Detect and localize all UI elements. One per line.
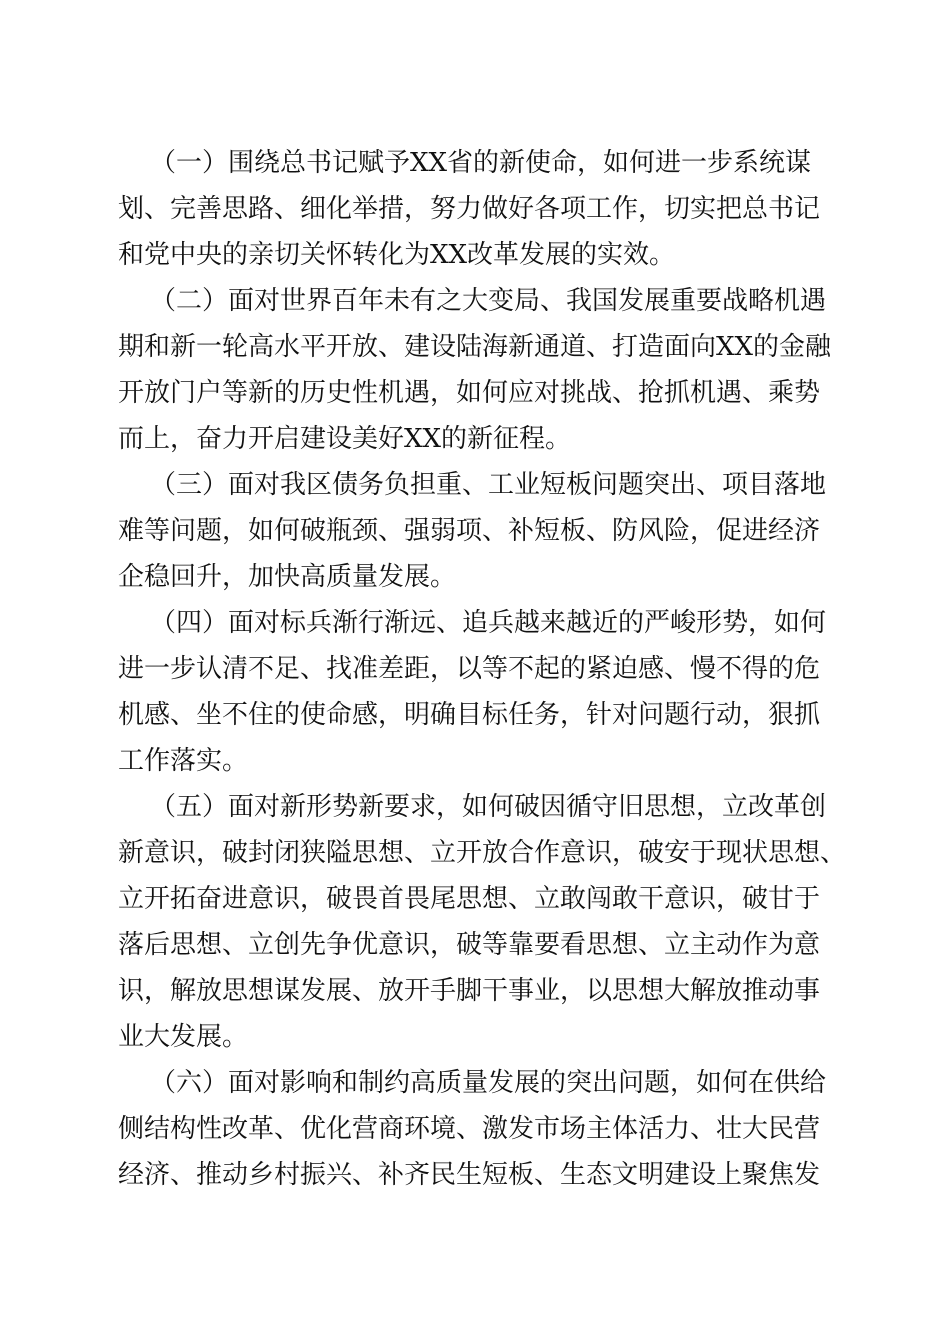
paragraph-3-line-1: （三）面对我区债务负担重、工业短板问题突出、项目落地 — [150, 470, 827, 500]
paragraph-1-line-3: 和党中央的亲切关怀转化为XX改革发展的实效。 — [118, 240, 676, 270]
paragraph-2-line-1: （二）面对世界百年未有之大变局、我国发展重要战略机遇 — [150, 286, 827, 316]
paragraph-6-line-3: 经济、推动乡村振兴、补齐民生短板、生态文明建设上聚焦发 — [118, 1160, 821, 1190]
paragraph-2-line-2: 期和新一轮高水平开放、建设陆海新通道、打造面向XX的金融 — [118, 332, 832, 362]
paragraph-2-line-4: 而上，奋力开启建设美好XX的新征程。 — [118, 424, 572, 454]
paragraph-4-line-2: 进一步认清不足、找准差距，以等不起的紧迫感、慢不得的危 — [118, 654, 821, 684]
paragraph-5-line-5: 识，解放思想谋发展、放开手脚干事业，以思想大解放推动事 — [118, 976, 821, 1006]
paragraph-3-line-3: 企稳回升，加快高质量发展。 — [118, 562, 457, 592]
paragraph-4-line-1: （四）面对标兵渐行渐远、追兵越来越近的严峻形势，如何 — [150, 608, 827, 638]
paragraph-6-line-2: 侧结构性改革、优化营商环境、激发市场主体活力、壮大民营 — [118, 1114, 821, 1144]
paragraph-5-line-1: （五）面对新形势新要求，如何破因循守旧思想，立改革创 — [150, 792, 827, 822]
paragraph-6-line-1: （六）面对影响和制约高质量发展的突出问题，如何在供给 — [150, 1068, 827, 1098]
paragraph-5-line-2: 新意识，破封闭狭隘思想、立开放合作意识，破安于现状思想、 — [118, 838, 847, 868]
paragraph-1-line-1: （一）围绕总书记赋予XX省的新使命，如何进一步系统谋 — [150, 148, 812, 178]
paragraph-3-line-2: 难等问题，如何破瓶颈、强弱项、补短板、防风险，促进经济 — [118, 516, 821, 546]
paragraph-4-line-3: 机感、坐不住的使命感，明确目标任务，针对问题行动，狠抓 — [118, 700, 821, 730]
paragraph-5-line-4: 落后思想、立创先争优意识，破等靠要看思想、立主动作为意 — [118, 930, 821, 960]
paragraph-1-line-2: 划、完善思路、细化举措，努力做好各项工作，切实把总书记 — [118, 194, 821, 224]
paragraph-2-line-3: 开放门户等新的历史性机遇，如何应对挑战、抢抓机遇、乘势 — [118, 378, 821, 408]
paragraph-5-line-3: 立开拓奋进意识，破畏首畏尾思想、立敢闯敢干意识，破甘于 — [118, 884, 821, 914]
paragraph-4-line-4: 工作落实。 — [118, 746, 249, 776]
paragraph-5-line-6: 业大发展。 — [118, 1022, 249, 1052]
